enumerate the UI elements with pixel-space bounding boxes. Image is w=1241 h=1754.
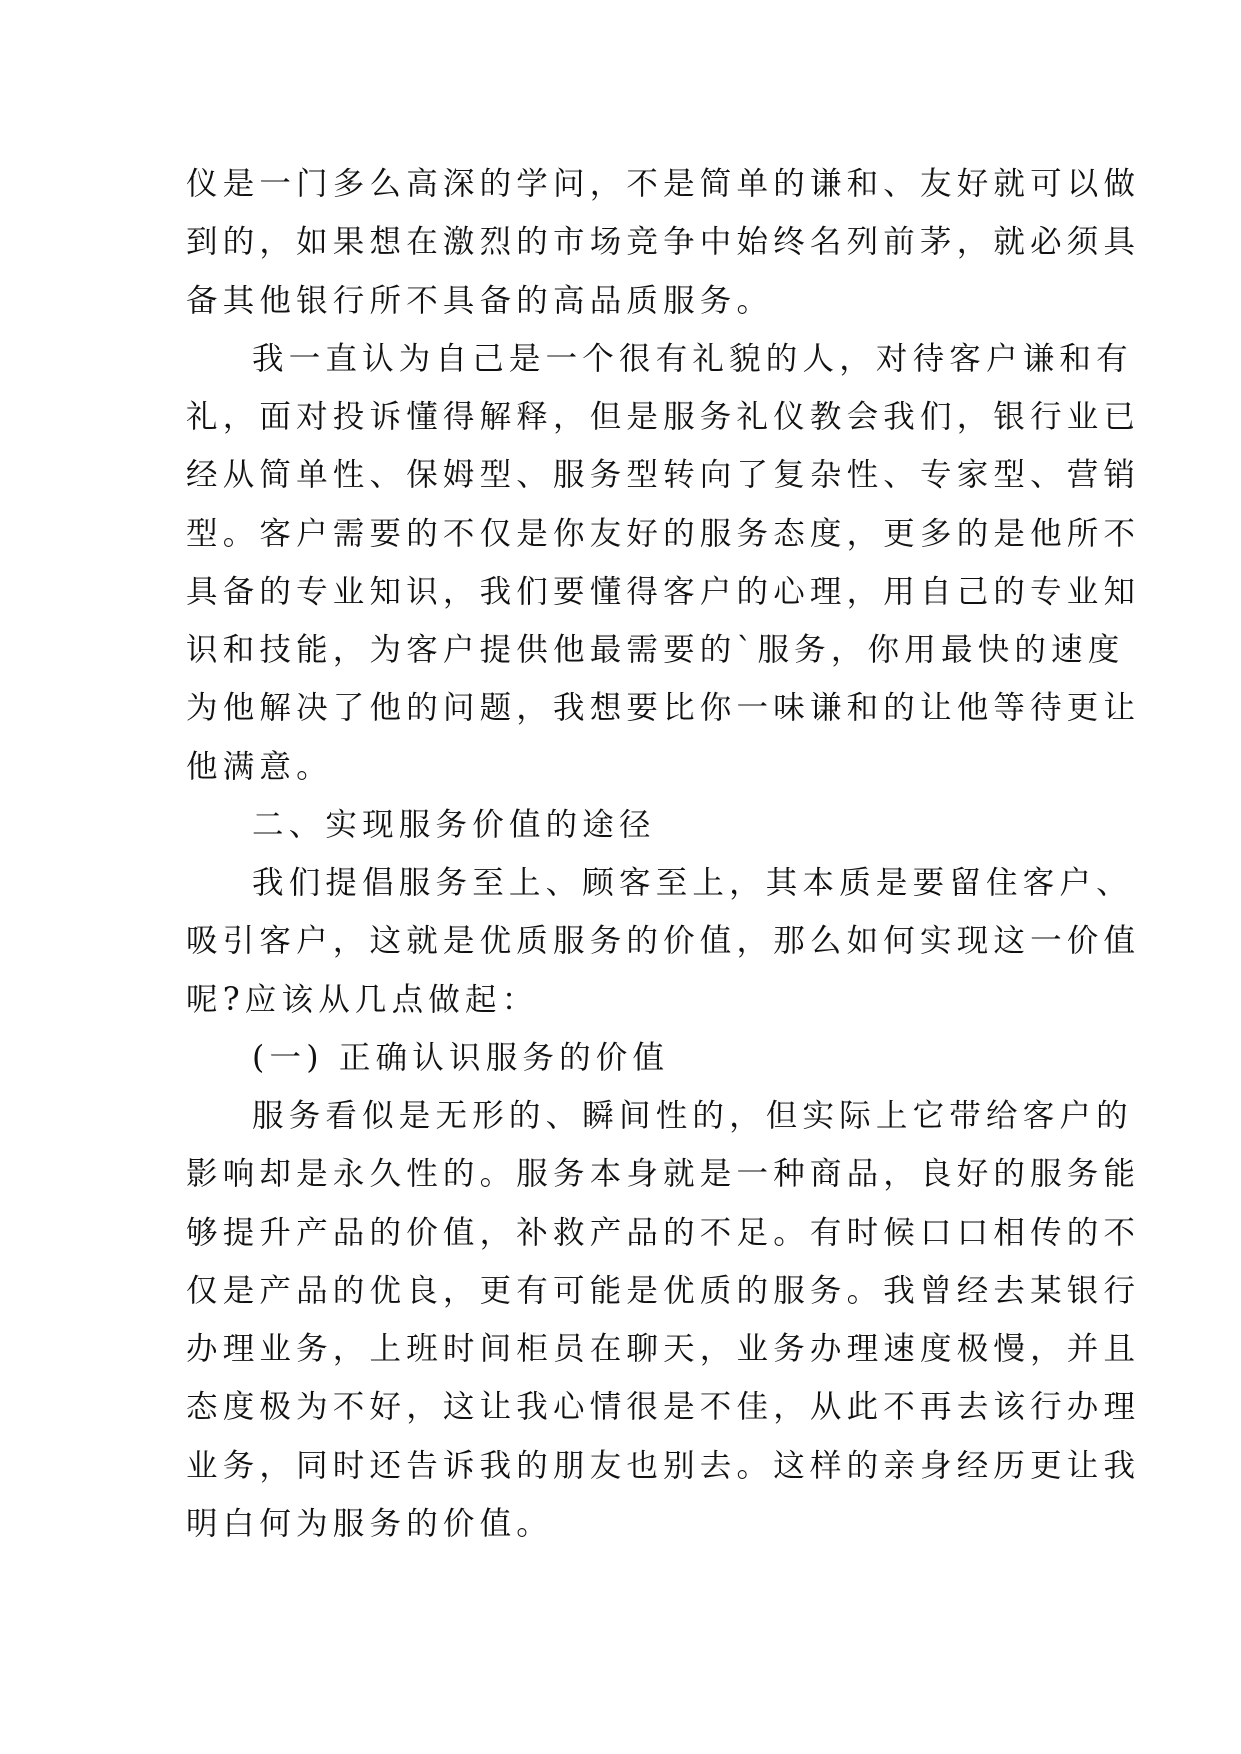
text-line: 办理业务，上班时间柜员在聊天，业务办理速度极慢，并且 xyxy=(186,1331,1141,1367)
paragraph-start-line: 我一直认为自己是一个很有礼貌的人，对待客户谦和有 xyxy=(252,340,1133,377)
text-line: 影响却是永久性的。服务本身就是一种商品，良好的服务能 xyxy=(186,1156,1141,1193)
text-line: 态度极为不好，这让我心情很是不佳，从此不再去该行办理 xyxy=(186,1389,1141,1426)
text-line: 备其他银行所不具备的高品质服务。 xyxy=(186,282,774,319)
document-body xyxy=(186,155,1141,1553)
text-line: 仅是产品的优良，更有可能是优质的服务。我曾经去某银行 xyxy=(186,1272,1141,1309)
text-line: 吸引客户，这就是优质服务的价值，那么如何实现这一价值 xyxy=(186,923,1141,960)
subsection-heading: (一) 正确认识服务的价值 xyxy=(252,1039,670,1076)
text-line: 仪是一门多么高深的学问，不是简单的谦和、友好就可以做 xyxy=(186,166,1141,202)
paragraph-start-line: 我们提倡服务至上、顾客至上，其本质是要留住客户、 xyxy=(252,865,1133,901)
text-line: 型。客户需要的不仅是你友好的服务态度，更多的是他所不 xyxy=(186,515,1141,552)
text-line: 具备的专业知识，我们要懂得客户的心理，用自己的专业知 xyxy=(186,573,1141,610)
text-line: 识和技能，为客户提供他最需要的`服务，你用最快的速度 xyxy=(186,632,1125,668)
text-line: 到的，如果想在激烈的市场竞争中始终名列前茅，就必须具 xyxy=(186,224,1141,261)
text-line: 经从简单性、保姆型、服务型转向了复杂性、专家型、营销 xyxy=(186,457,1141,494)
text-line: 他满意。 xyxy=(186,748,333,785)
text-line: 够提升产品的价值，补救产品的不足。有时候口口相传的不 xyxy=(186,1214,1141,1251)
text-line: 为他解决了他的问题，我想要比你一味谦和的让他等待更让 xyxy=(186,690,1141,727)
paragraph-start-line: 服务看似是无形的、瞬间性的，但实际上它带给客户的 xyxy=(252,1098,1133,1134)
text-line: 明白何为服务的价值。 xyxy=(186,1505,554,1542)
text-line: 业务，同时还告诉我的朋友也别去。这样的亲身经历更让我 xyxy=(186,1447,1141,1484)
text-line: 呢?应该从几点做起： xyxy=(186,981,539,1018)
section-heading: 二、实现服务价值的途径 xyxy=(252,806,656,843)
text-line: 礼，面对投诉懂得解释，但是服务礼仪教会我们，银行业已 xyxy=(186,399,1141,435)
